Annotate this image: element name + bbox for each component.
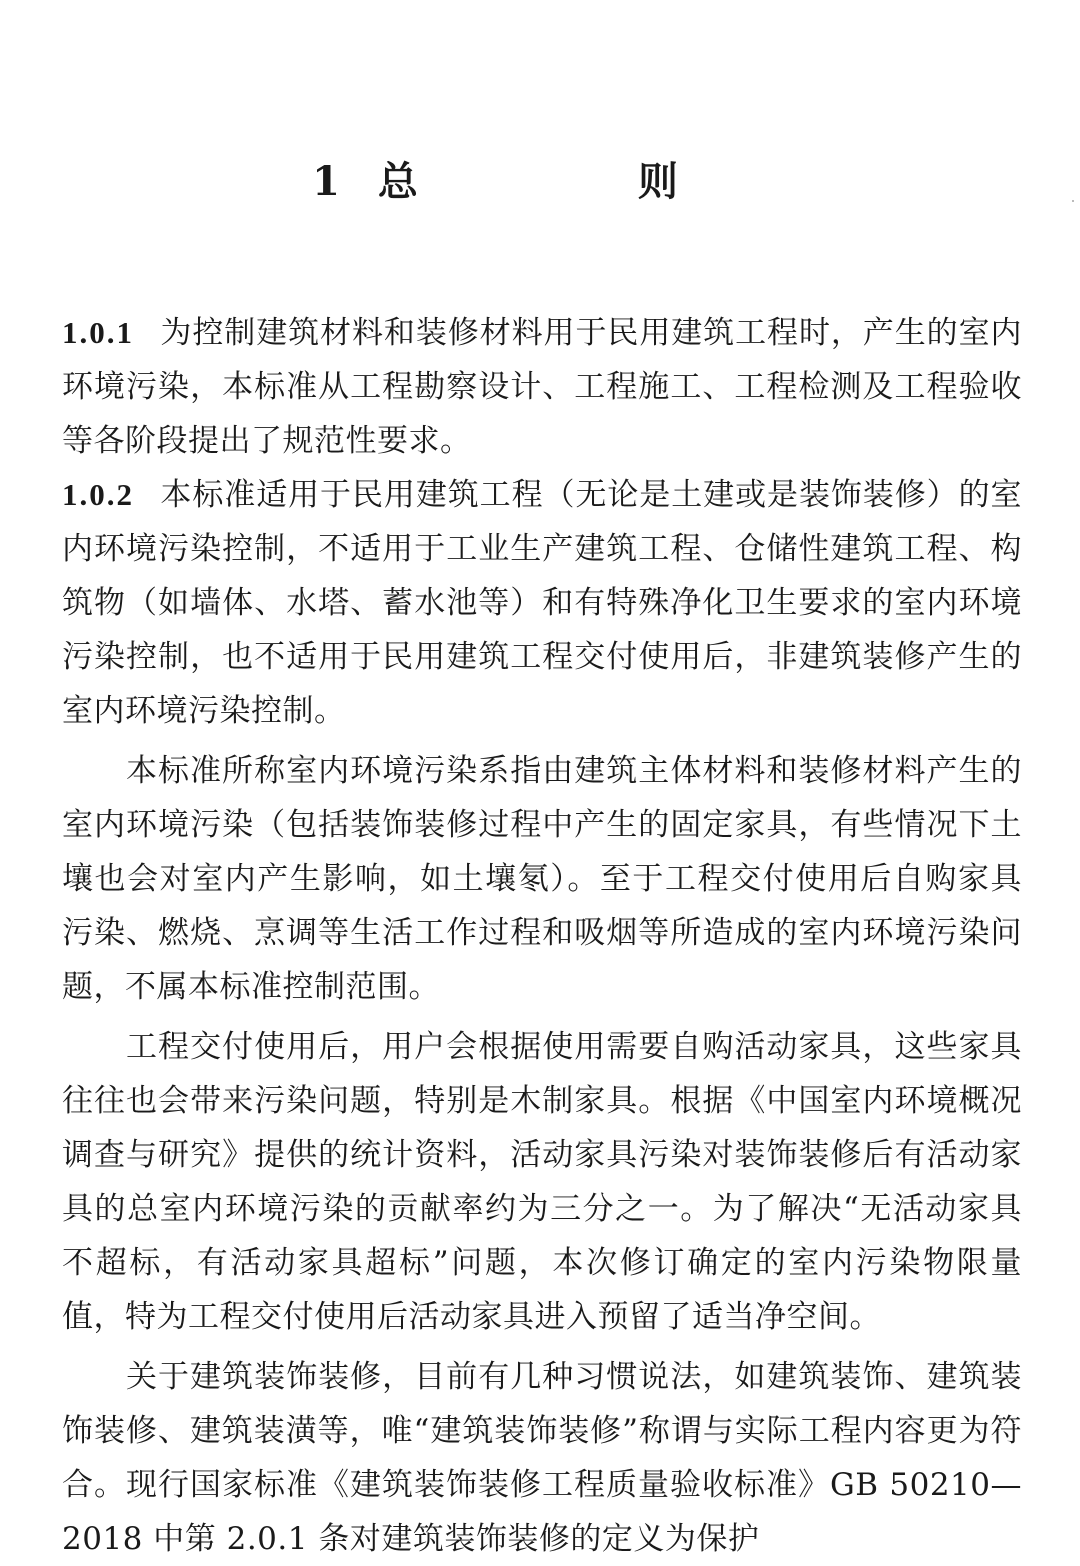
explanation-paragraph: 工程交付使用后，用户会根据使用需要自购活动家具，这些家具往往也会带来污染问题，特别是木制家具。根据《中国室内环境概况调查与研究》提供的统计资料，活动家具污染对装饰装修后有活动家具的总室内环境污染的贡献率约为三分之一。为了解决“无活动家具不超标，有活动家具超标”问题，本次修订确定的室内污染物限量值，特为工程交付使用后活动家具进入预留了适当净空间。 <box>62 1029 1022 1335</box>
clause-number: 1.0.1 <box>62 315 134 350</box>
document-body <box>62 306 1022 1566</box>
explanation-paragraph: 关于建筑装饰装修，目前有几种习惯说法，如建筑装饰、建筑装饰装修、建筑装潢等，唯“建筑装饰装修”称谓与实际工程内容更为符合。现行国家标准《建筑装饰装修工程质量验收标准》GB 50210—2018 中第 2.0.1 条对建筑装饰装修的定义为保护 <box>62 1359 1022 1557</box>
chapter-heading: 总 则 <box>377 158 768 205</box>
chapter-number: 1 <box>312 158 342 205</box>
clause-text: 为控制建筑材料和装修材料用于民用建筑工程时，产生的室内环境污染，本标准从工程勘察设计、工程施工、工程检测及工程验收等各阶段提出了规范性要求。 <box>62 315 1022 459</box>
scan-speck <box>1072 200 1074 202</box>
clause-text: 本标准适用于民用建筑工程（无论是土建或是装饰装修）的室内环境污染控制，不适用于工业生产建筑工程、仓储性建筑工程、构筑物（如墙体、水塔、蓄水池等）和有特殊净化卫生要求的室内环境污染控制，也不适用于民用建筑工程交付使用后，非建筑装修产生的室内环境污染控制。 <box>62 477 1022 729</box>
clause-1-0-2 <box>62 468 1022 738</box>
clause-number: 1.0.2 <box>62 477 134 512</box>
chapter-title <box>0 150 1080 207</box>
explanation-paragraph: 本标准所称室内环境污染系指由建筑主体材料和装修材料产生的室内环境污染（包括装饰装修过程中产生的固定家具，有些情况下土壤也会对室内产生影响，如土壤氡）。至于工程交付使用后自购家具污染、燃烧、烹调等生活工作过程和吸烟等所造成的室内环境污染问题，不属本标准控制范围。 <box>62 753 1022 1005</box>
clause-1-0-1 <box>62 306 1022 468</box>
